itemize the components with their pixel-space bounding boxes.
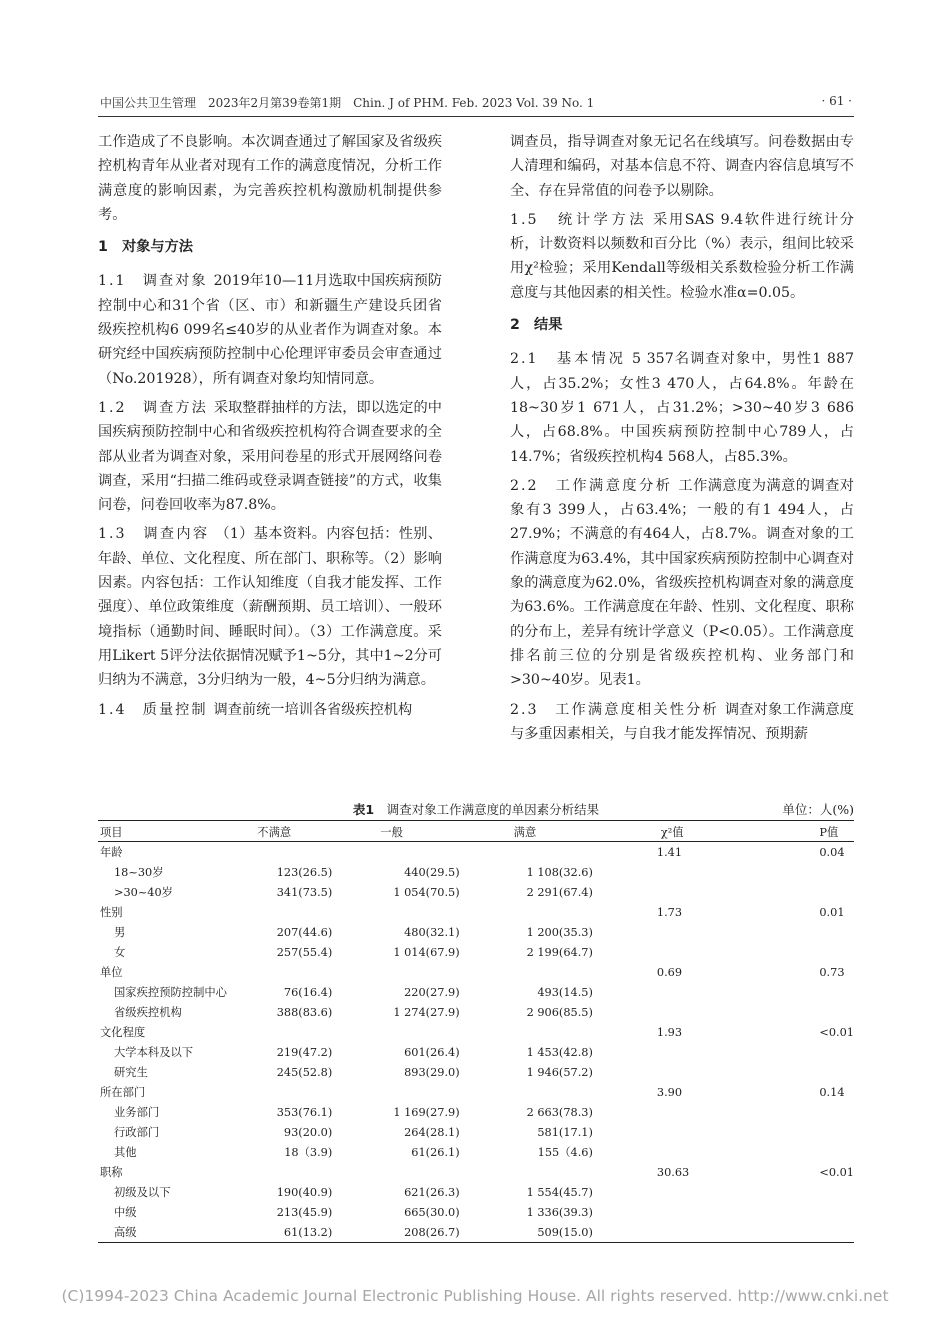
table-row	[98, 1102, 854, 1122]
empty-cell	[737, 882, 854, 902]
left-column	[98, 130, 442, 727]
copyright-footer: (C)1994-2023 China Academic Journal Electronic Publishing House. All rights reserved. http://www.cnki.net	[61, 1287, 889, 1305]
empty-cell	[255, 902, 342, 922]
section-1-1-body: 2019年10—11月选取中国疾病预防控制中心和31个省（区、市）和新疆生产建设兵团省级疾控机构6 099名≤40岁的从业者作为调查对象。本研究经中国疾病预防控制中心伦理评审委员会审查通过（No.201928），所有调查对象均知情同意。	[98, 273, 442, 387]
continued-paragraph: 调查员，指导调查对象无记名在线填写。问卷数据由专人清理和编码，对基本信息不符、调查内容信息填写不全、存在异常值的问卷予以剔除。	[510, 134, 854, 199]
neutral-cell: 480(32.1)	[404, 925, 460, 939]
dissatisfied-cell: 207(44.6)	[276, 925, 333, 939]
table-label: 表1	[352, 802, 375, 817]
row-label: 国家疾控预防控制中心	[114, 986, 227, 999]
table-header-row	[98, 821, 854, 842]
table-row	[98, 862, 854, 882]
empty-cell	[737, 1062, 854, 1082]
p-value: 0.04	[819, 845, 845, 859]
dissatisfied-cell: 353(76.1)	[276, 1105, 333, 1119]
table-group-row	[98, 1082, 854, 1102]
journal-info: 中国公共卫生管理 2023年2月第39卷第1期 Chin. J of PHM. Feb. 2023 Vol. 39 No. 1	[100, 96, 595, 110]
section-2-2	[510, 474, 854, 693]
dissatisfied-cell: 190(40.9)	[276, 1185, 333, 1199]
table-row	[98, 982, 854, 1002]
row-label: 高级	[98, 1222, 255, 1243]
table-row	[98, 1122, 854, 1142]
satisfied-cell: 2 906(85.5)	[526, 1005, 593, 1019]
dissatisfied-cell: 341(73.5)	[276, 885, 333, 899]
row-label: 初级及以下	[114, 1186, 171, 1199]
section-1-3-body: （1）基本资料。内容包括：性别、年龄、单位、文化程度、所在部门、职称等。（2）影响因素。内容包括：工作认知维度（自我才能发挥、工作强度）、单位政策维度（薪酬预期、员工培训）、一般环境指标（通勤时间、睡眠时间）。（3）工作满意度。采用Likert 5评分法依据情况赋予1~5分，其中1~2分可归纳为不满意，3分归纳为一般，4~5分归纳为满意。	[98, 526, 442, 689]
section-1-5-body: 采用SAS 9.4软件进行统计分析，计数资料以频数和百分比（%）表示，组间比较采用χ²检验；采用Kendall等级相关系数检验分析工作满意度与其他因素的相关性。检验水准α=0.05。	[510, 211, 854, 301]
group-label: 所在部门	[100, 1086, 146, 1099]
group-label: 单位	[100, 966, 123, 979]
section-2-heading: 2 结果	[510, 317, 563, 334]
table-group-row	[98, 1022, 854, 1042]
empty-cell	[255, 842, 342, 863]
section-1-4-body: 调查前统一培训各省级疾控机构	[213, 701, 413, 718]
empty-cell	[737, 1002, 854, 1022]
empty-cell	[737, 942, 854, 962]
neutral-cell: 440(29.5)	[404, 865, 460, 879]
neutral-cell: 264(28.1)	[404, 1125, 460, 1139]
table-1-caption	[98, 800, 854, 818]
satisfied-cell: 1 336(39.3)	[526, 1205, 593, 1219]
empty-cell	[737, 1042, 854, 1062]
empty-cell	[609, 862, 737, 882]
section-1-1-title: 1.1 调查对象	[98, 273, 208, 290]
section-2-3	[510, 698, 854, 747]
empty-cell	[470, 962, 609, 982]
neutral-cell: 1 274(27.9)	[393, 1005, 460, 1019]
section-2-1-title: 2.1 基本情况	[510, 351, 627, 368]
page-number: · 61 ·	[821, 94, 852, 108]
satisfied-cell: 1 108(32.6)	[526, 865, 593, 879]
satisfied-cell: 509(15.0)	[470, 1222, 609, 1243]
row-label: 研究生	[114, 1066, 148, 1079]
table-row	[98, 1062, 854, 1082]
section-1-3-title: 1.3 调查内容	[98, 526, 210, 543]
p-value: 0.73	[819, 965, 845, 979]
empty-cell	[737, 1202, 854, 1222]
row-label: >30~40岁	[114, 886, 173, 899]
row-label: 大学本科及以下	[114, 1046, 194, 1059]
table-group-row	[98, 842, 854, 863]
satisfied-cell: 2 663(78.3)	[526, 1105, 593, 1119]
empty-cell	[470, 902, 609, 922]
p-value: <0.01	[819, 1165, 854, 1179]
header-item: 项目	[98, 821, 255, 842]
dissatisfied-cell: 388(83.6)	[276, 1005, 333, 1019]
section-2-2-title: 2.2 工作满意度分析	[510, 477, 673, 494]
neutral-cell: 1 169(27.9)	[393, 1105, 460, 1119]
empty-cell	[737, 1142, 854, 1162]
section-1-2-title: 1.2 调查方法	[98, 399, 208, 416]
header-neutral: 一般	[342, 821, 469, 842]
row-label: 其他	[114, 1146, 137, 1159]
empty-cell	[342, 962, 469, 982]
neutral-cell: 1 054(70.5)	[393, 885, 460, 899]
empty-cell	[609, 982, 737, 1002]
dissatisfied-cell: 18（3.9)	[284, 1146, 333, 1159]
table-row	[98, 1002, 854, 1022]
empty-cell	[609, 1062, 737, 1082]
empty-cell	[609, 942, 737, 962]
table-1	[98, 820, 854, 1243]
empty-cell	[609, 1102, 737, 1122]
table-row	[98, 1142, 854, 1162]
section-2-2-body: 工作满意度为满意的调查对象有3 399人，占63.4%；一般的有1 494人，占27.9%；不满意的有464人，占8.7%。调查对象的工作满意度为63.4%，其中国家疾病预防控制中心调查对象的满意度为62.0%，省级疾控机构调查对象的满意度为63.6%。工作满意度在年龄、性别、文化程度、职称的分布上，差异有统计学意义（P<0.05）。工作满意度排名前三位的分别是省级疾控机构、业务部门和>30~40岁。见表1。	[510, 477, 854, 689]
section-1-4-title: 1.4 质量控制	[98, 701, 208, 718]
section-1-4	[98, 698, 442, 722]
empty-cell	[609, 1202, 737, 1222]
neutral-cell: 601(26.4)	[404, 1045, 460, 1059]
dissatisfied-cell: 245(52.8)	[276, 1065, 333, 1079]
dissatisfied-cell: 93(20.0)	[283, 1125, 333, 1139]
empty-cell	[255, 1162, 342, 1182]
empty-cell	[609, 882, 737, 902]
empty-cell	[255, 962, 342, 982]
empty-cell	[609, 1122, 737, 1142]
empty-cell	[609, 1182, 737, 1202]
empty-cell	[470, 1162, 609, 1182]
empty-cell	[470, 1082, 609, 1102]
group-label: 文化程度	[100, 1026, 146, 1039]
empty-cell	[737, 1182, 854, 1202]
p-value: 0.14	[819, 1085, 845, 1099]
table-row	[98, 1202, 854, 1222]
empty-cell	[737, 862, 854, 882]
empty-cell	[737, 982, 854, 1002]
row-label: 省级疾控机构	[114, 1006, 182, 1019]
dissatisfied-cell: 257(55.4)	[276, 945, 333, 959]
empty-cell	[737, 1222, 854, 1243]
row-label: 男	[114, 926, 126, 939]
table-group-row	[98, 902, 854, 922]
empty-cell	[342, 1022, 469, 1042]
section-1-heading: 1 对象与方法	[98, 239, 193, 256]
empty-cell	[737, 1122, 854, 1142]
neutral-cell: 665(30.0)	[404, 1205, 460, 1219]
table-row	[98, 1042, 854, 1062]
section-1-2-body: 采取整群抽样的方法，即以选定的中国疾病预防控制中心和省级疾控机构符合调查要求的全部从业者为调查对象，采用问卷星的形式开展网络问卷调查，采用“扫描二维码或登录调查链接”的方式，收集问卷，问卷回收率为87.8%。	[98, 399, 442, 514]
satisfied-cell: 2 199(64.7)	[526, 945, 593, 959]
section-1-5	[510, 208, 854, 305]
neutral-cell: 893(29.0)	[404, 1065, 460, 1079]
chi-square-value: 1.41	[656, 845, 683, 859]
chi-square-value: 1.73	[656, 905, 683, 919]
section-2-1	[510, 347, 854, 468]
empty-cell	[342, 842, 469, 863]
satisfied-cell: 1 554(45.7)	[526, 1185, 593, 1199]
satisfied-cell: 1 200(35.3)	[526, 925, 593, 939]
row-label: 业务部门	[114, 1106, 160, 1119]
table-row	[98, 922, 854, 942]
table-unit: 单位：人(%)	[782, 802, 854, 817]
satisfied-cell: 2 291(67.4)	[526, 885, 593, 899]
running-header	[100, 94, 852, 112]
p-value: 0.01	[819, 905, 845, 919]
dissatisfied-cell: 76(16.4)	[283, 985, 333, 999]
empty-cell	[737, 922, 854, 942]
header-divider	[98, 116, 854, 117]
group-label: 年龄	[100, 846, 123, 859]
row-label: 中级	[114, 1206, 137, 1219]
neutral-cell: 208(26.7)	[342, 1222, 469, 1243]
table-row	[98, 1222, 854, 1243]
dissatisfied-cell: 61(13.2)	[255, 1222, 342, 1243]
header-chi-square: χ²值	[609, 821, 737, 842]
satisfied-cell: 493(14.5)	[537, 985, 593, 999]
right-column	[510, 130, 854, 751]
section-2-3-title: 2.3 工作满意度相关性分析	[510, 701, 719, 718]
p-value: <0.01	[819, 1025, 854, 1039]
group-label: 性别	[100, 906, 123, 919]
neutral-cell: 621(26.3)	[404, 1185, 460, 1199]
empty-cell	[609, 1042, 737, 1062]
neutral-cell: 220(27.9)	[404, 985, 460, 999]
section-2-1-body: 5 357名调查对象中，男性1 887人，占35.2%；女性3 470人，占64.8%。年龄在18~30岁1 671人，占31.2%；>30~40岁3 686人，占68.8%。中国疾病预防控制中心789人，占14.7%；省级疾控机构4 568人，占85.3%。	[510, 351, 854, 465]
empty-cell	[470, 1022, 609, 1042]
table-title: 调查对象工作满意度的单因素分析结果	[386, 802, 600, 817]
satisfied-cell: 1 946(57.2)	[526, 1065, 593, 1079]
satisfied-cell: 155（4.6)	[537, 1146, 593, 1159]
intro-paragraph: 工作造成了不良影响。本次调查通过了解国家及省级疾控机构青年从业者对现有工作的满意度情况，分析工作满意度的影响因素，为完善疾控机构激励机制提供参考。	[98, 134, 442, 223]
dissatisfied-cell: 213(45.9)	[276, 1205, 333, 1219]
table-row	[98, 882, 854, 902]
satisfied-cell: 1 453(42.8)	[526, 1045, 593, 1059]
row-label: 行政部门	[114, 1126, 160, 1139]
table-row	[98, 1182, 854, 1202]
chi-square-value: 30.63	[656, 1165, 690, 1179]
empty-cell	[342, 1082, 469, 1102]
table-group-row	[98, 1162, 854, 1182]
empty-cell	[609, 1002, 737, 1022]
row-label: 18~30岁	[114, 866, 164, 879]
empty-cell	[255, 1082, 342, 1102]
satisfied-cell: 581(17.1)	[537, 1125, 593, 1139]
empty-cell	[342, 902, 469, 922]
empty-cell	[342, 1162, 469, 1182]
header-p-value: P值	[737, 821, 854, 842]
header-satisfied: 满意	[470, 821, 609, 842]
chi-square-value: 0.69	[656, 965, 683, 979]
neutral-cell: 61(26.1)	[411, 1145, 460, 1159]
dissatisfied-cell: 123(26.5)	[276, 865, 333, 879]
section-1-1	[98, 269, 442, 390]
empty-cell	[470, 842, 609, 863]
chi-square-value: 1.93	[656, 1025, 683, 1039]
empty-cell	[609, 1222, 737, 1243]
empty-cell	[255, 1022, 342, 1042]
chi-square-value: 3.90	[656, 1085, 683, 1099]
row-label: 女	[114, 946, 126, 959]
section-2-3-body: 调查对象工作满意度与多重因素相关，与自我才能发挥情况、预期薪	[510, 701, 854, 742]
neutral-cell: 1 014(67.9)	[393, 945, 460, 959]
empty-cell	[609, 922, 737, 942]
table-body	[98, 842, 854, 1243]
section-1-5-title: 1.5 统计学方法	[510, 211, 648, 228]
header-dissatisfied: 不满意	[255, 821, 342, 842]
table-caption-text	[98, 800, 854, 818]
table-group-row	[98, 962, 854, 982]
table-row	[98, 942, 854, 962]
empty-cell	[609, 1142, 737, 1162]
group-label: 职称	[100, 1166, 123, 1179]
empty-cell	[737, 1102, 854, 1122]
dissatisfied-cell: 219(47.2)	[276, 1045, 333, 1059]
section-1-3	[98, 522, 442, 692]
section-1-2	[98, 396, 442, 517]
